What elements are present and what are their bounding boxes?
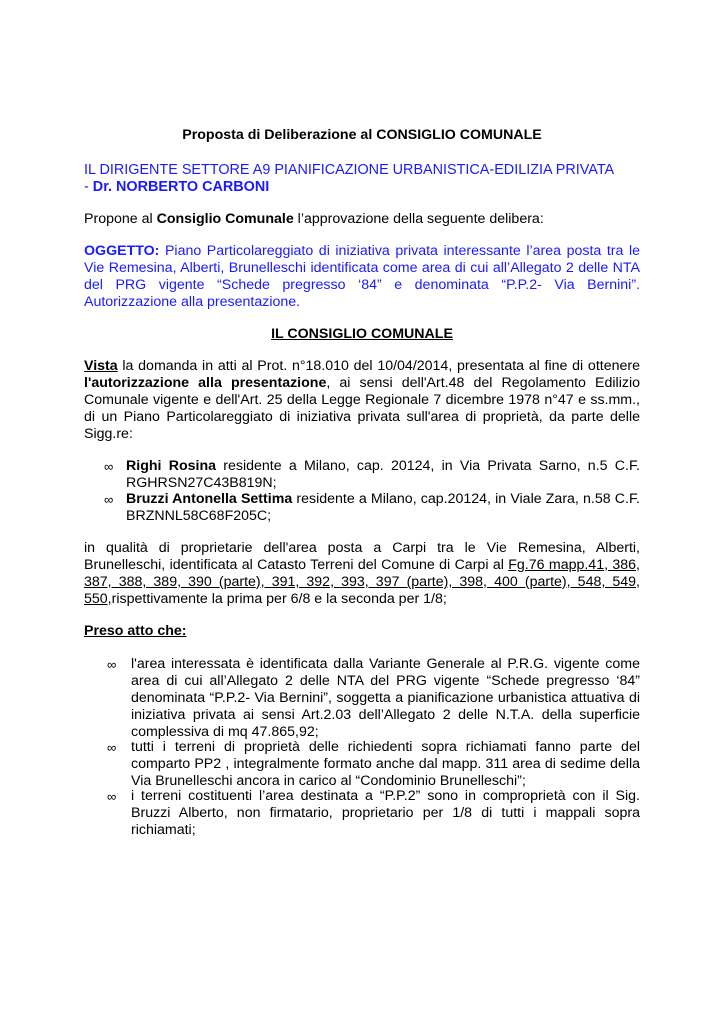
owner-text xyxy=(126,458,640,492)
point-text: i terreni costituenti l’area destinata a “P.P.2” sono in comproprietà con il Sig. Bruzzi Alberto, non firmatario, proprietario per 1/8 di tutti i mappali sopra richiamati; xyxy=(131,788,640,838)
propone-line xyxy=(84,211,654,228)
bullet-icon: ∞ xyxy=(107,789,117,804)
owner-name: Righi Rosina xyxy=(126,458,216,474)
propone-pre: Propone al xyxy=(84,211,157,227)
qualita-text1: in qualità di proprietarie dell'area posta a Carpi tra le Vie Remesina, Alberti, Brunelleschi, identificata al Catasto Terreni del Comune di Carpi al xyxy=(84,540,640,573)
qualita-mappali: Fg.76 mapp.41, 386, 387, 388, 389, 390 (parte), 391, 392, 393, 397 (parte), 398, 400 (parte), 548, 549, 550, xyxy=(84,557,640,607)
oggetto-text: Piano Particolareggiato di iniziativa privata interessante l’area posta tra le Vie Remesina, Alberti, Brunelleschi identificata come area di cui all’Allegato 2 delle NTA del PRG vigente “Schede pregresso ‘84” e denominata “P.P.2- Via Bernini”. Autorizzazione alla presentazione. xyxy=(84,243,640,310)
qualita-text2: rispettivamente la prima per 6/8 e la seconda per 1/8; xyxy=(111,591,447,607)
point-text: tutti i terreni di proprietà delle richiedenti sopra richiamati fanno parte del comparto PP2 , integralmente formato anche dal mapp. 311 area di sedime della Via Brunelleschi ancora in carico al “Condominio Brunelleschi”; xyxy=(131,739,640,789)
oggetto-label: OGGETTO: xyxy=(84,243,160,259)
vista-bold: l'autorizzazione alla presentazione xyxy=(84,375,327,391)
owner-details: residente a Milano, cap.20124, in Viale Zara, n.58 C.F. BRZNNL58C68F205C; xyxy=(126,491,640,524)
bullet-icon: ∞ xyxy=(104,459,114,474)
point-text: l'area interessata è identificata dalla Variante Generale al P.R.G. vigente come area di cui all’Allegato 2 delle NTA del PRG vigente “Schede pregresso ‘84” denominata “P.P.2- Via Bernini”, soggetta a pianificazione urbanistica attuativa di iniziativa privata ai sensi Art.2.03 dell’Allegato 2 delle N.T.A. della superficie complessiva di mq 47.865,92; xyxy=(131,656,640,740)
bullet-icon: ∞ xyxy=(104,492,114,507)
vista-text2: , ai sensi dell'Art.48 del Regolamento Edilizio Comunale vigente e dell'Art. 25 della Legge Regionale 7 dicembre 1978 n°47 e ss.mm., di un Piano Particolareggiato di iniziativa privata sull'area di proprietà, da parte delle Sigg.re: xyxy=(84,375,640,442)
vista-label: Vista xyxy=(84,358,118,374)
dirigente-name: Dr. NORBERTO CARBONI xyxy=(92,179,270,195)
bullet-icon: ∞ xyxy=(107,740,117,755)
owner-text xyxy=(126,491,640,525)
qualita-paragraph xyxy=(84,540,640,608)
owner-details: residente a Milano, cap. 20124, in Via Privata Sarno, n.5 C.F. RGHRSN27C43B819N; xyxy=(126,458,640,491)
propone-bold: Consiglio Comunale xyxy=(156,211,294,227)
owner-name: Bruzzi Antonella Settima xyxy=(126,491,293,507)
bullet-icon: ∞ xyxy=(107,657,117,672)
dirigente-block xyxy=(84,162,644,196)
dirigente-line: IL DIRIGENTE SETTORE A9 PIANIFICAZIONE URBANISTICA-EDILIZIA PRIVATA xyxy=(84,162,615,178)
consiglio-heading: IL CONSIGLIO COMUNALE xyxy=(271,326,453,342)
propone-post: l’approvazione della seguente delibera: xyxy=(293,211,544,227)
document-title: Proposta di Deliberazione al CONSIGLIO COMUNALE xyxy=(182,127,542,143)
dirigente-name-line xyxy=(84,179,644,196)
oggetto-paragraph xyxy=(84,243,640,311)
vista-paragraph xyxy=(84,358,640,443)
preso-atto-heading: Preso atto che: xyxy=(84,623,187,639)
vista-text1: la domanda in atti al Prot. n°18.010 del 10/04/2014, presentata al fine di ottenere xyxy=(117,358,640,374)
dirigente-prefix: - xyxy=(84,179,93,195)
